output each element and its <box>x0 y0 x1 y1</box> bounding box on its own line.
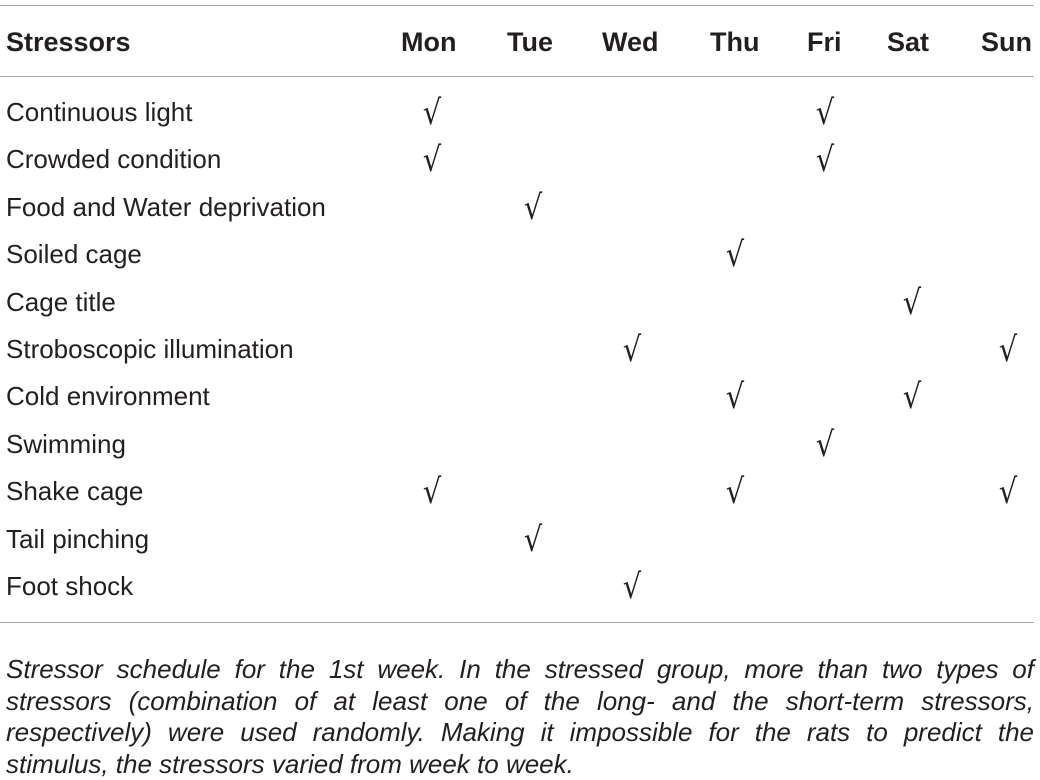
stressor-label: Stroboscopic illumination <box>6 333 294 364</box>
stressor-label: Food and Water deprivation <box>6 191 326 222</box>
check-mark-icon: √ <box>815 140 835 181</box>
check-mark-icon: √ <box>523 187 543 228</box>
header-sat: Sat <box>887 27 930 57</box>
check-mark-icon: √ <box>725 472 745 513</box>
check-mark-icon: √ <box>998 472 1018 513</box>
check-mark-icon: √ <box>725 377 745 418</box>
check-mark-icon: √ <box>622 566 642 607</box>
check-mark-icon: √ <box>815 93 835 133</box>
check-mark-icon: √ <box>622 329 642 370</box>
header-fri: Fri <box>807 27 842 57</box>
table-row <box>0 563 1034 610</box>
table-caption: Stressor schedule for the 1st week. In the stressed group, more than two types of stressors (combination of at least one of the long- and the short-term stressors, respectively) were used randomly. Making it impossible for the rats to predict the stimulus, the stressors varied from week to week. <box>6 654 1034 779</box>
stressor-label: Soiled cage <box>6 239 142 270</box>
check-mark-icon: √ <box>422 93 442 133</box>
table-row <box>0 184 1034 231</box>
table-bottom-rule <box>0 622 1034 623</box>
table-row <box>0 89 1034 136</box>
header-thu: Thu <box>710 27 760 57</box>
table-row <box>0 279 1034 326</box>
header-tue: Tue <box>507 27 553 57</box>
stressor-label: Cage title <box>6 286 116 317</box>
check-mark-icon: √ <box>422 140 442 181</box>
check-mark-icon: √ <box>998 329 1018 370</box>
stressor-label: Tail pinching <box>6 523 150 554</box>
table-top-rule <box>0 5 1034 6</box>
stressor-label: Cold environment <box>6 381 210 412</box>
table-row <box>0 373 1034 420</box>
header-mon: Mon <box>401 27 457 57</box>
table-row <box>0 326 1034 373</box>
table-header-rule <box>0 76 1034 77</box>
table-row <box>0 231 1034 278</box>
stressor-label: Swimming <box>6 428 126 459</box>
check-mark-icon: √ <box>422 472 442 513</box>
check-mark-icon: √ <box>523 519 543 560</box>
table-row <box>0 516 1034 563</box>
stressor-label: Shake cage <box>6 476 144 507</box>
header-stressors: Stressors <box>6 27 131 57</box>
stressor-label: Continuous light <box>6 97 193 127</box>
check-mark-icon: √ <box>725 235 745 276</box>
header-wed: Wed <box>602 27 659 57</box>
stressor-label: Crowded condition <box>6 144 222 175</box>
table-body <box>0 89 1034 610</box>
check-mark-icon: √ <box>902 282 922 323</box>
table-row <box>0 421 1034 468</box>
stressor-label: Foot shock <box>6 570 134 601</box>
check-mark-icon: √ <box>815 424 835 465</box>
table-row <box>0 136 1034 183</box>
table-row <box>0 468 1034 515</box>
header-sun: Sun <box>981 27 1032 57</box>
table-header-row <box>0 22 1034 62</box>
check-mark-icon: √ <box>902 377 922 418</box>
